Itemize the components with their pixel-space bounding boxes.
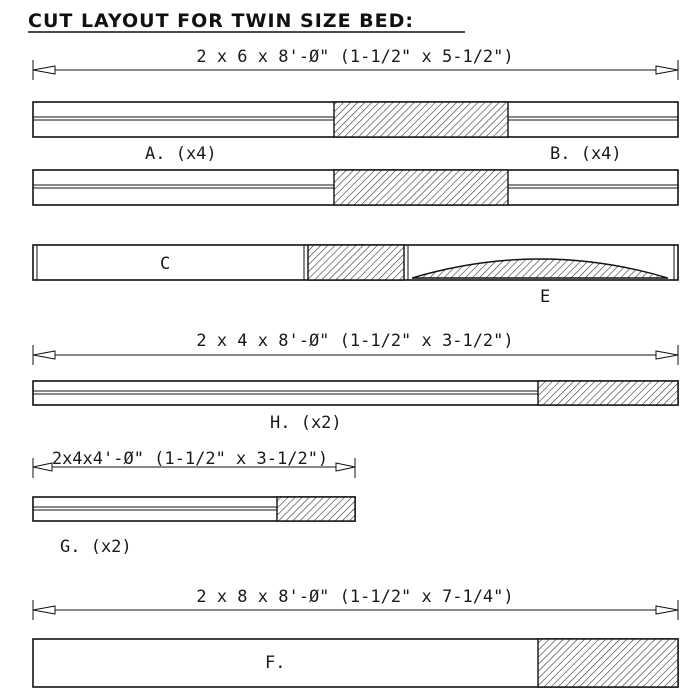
page-title: CUT LAYOUT FOR TWIN SIZE BED: (28, 10, 415, 32)
label-part-a: A. (x4) (145, 144, 217, 164)
waste-hatch (334, 102, 508, 137)
dimension-2x4 (33, 331, 678, 365)
dimension-label-2x6: 2 x 6 x 8'-Ø" (1-1/2" x 5-1/2") (196, 47, 514, 67)
label-part-g: G. (x2) (60, 537, 132, 557)
waste-hatch (538, 639, 678, 687)
dimension-2x4-short (33, 449, 355, 478)
board-2x6-3 (33, 245, 678, 280)
label-part-b: B. (x4) (550, 144, 622, 164)
board-2x8-f (33, 639, 678, 687)
arch-cut-e (412, 259, 668, 278)
board-2x4-h (33, 381, 678, 405)
label-part-f: F. (265, 653, 286, 673)
dimension-2x6 (33, 47, 678, 80)
board-2x6-1 (33, 102, 678, 137)
waste-hatch (538, 381, 678, 405)
dimension-label-2x8: 2 x 8 x 8'-Ø" (1-1/2" x 7-1/4") (196, 587, 514, 607)
dimension-label-2x4: 2 x 4 x 8'-Ø" (1-1/2" x 3-1/2") (196, 331, 514, 351)
label-part-h: H. (x2) (270, 413, 342, 433)
label-part-e: E (540, 287, 551, 307)
label-part-c: C (160, 254, 171, 274)
board-2x4-g (33, 497, 355, 521)
waste-hatch (334, 170, 508, 205)
board-2x6-2 (33, 170, 678, 205)
dimension-2x8 (33, 587, 678, 620)
dimension-label-2x4-short: 2x4x4'-Ø" (1-1/2" x 3-1/2") (51, 449, 329, 469)
waste-hatch (277, 497, 355, 521)
waste-hatch (308, 245, 404, 280)
